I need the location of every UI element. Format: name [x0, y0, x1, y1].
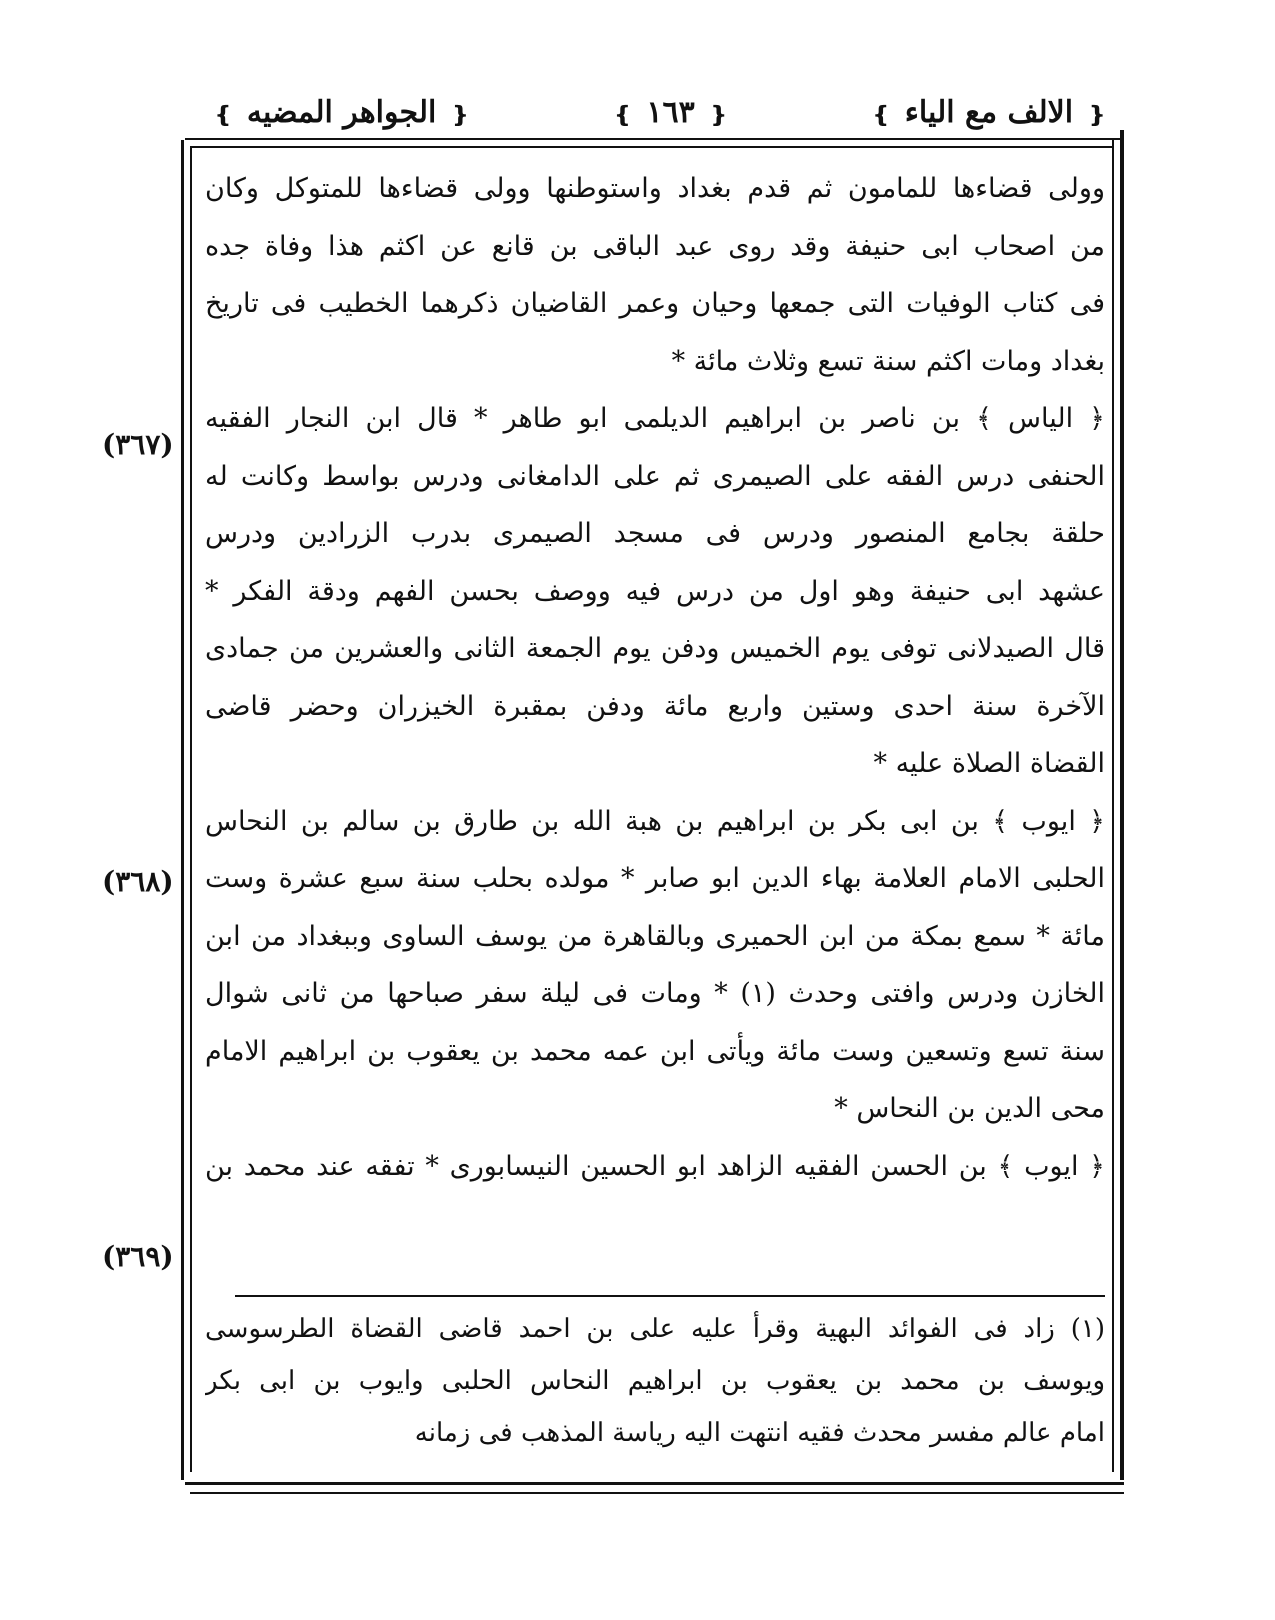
text-line: الخازن ودرس وافتى وحدث (١) * ومات فى ليلة سفر صباحها من ثانى شوال	[205, 978, 1105, 1009]
header-book-text: الجواهر المضيه	[246, 94, 437, 130]
footnote-line: (١) زاد فى الفوائد البهية وقرأ عليه على بن احمد قاضى القضاة الطرسوسى	[205, 1314, 1105, 1344]
frame-border-top-inner	[190, 146, 1114, 148]
frame-border-top	[185, 138, 1120, 140]
frame-border-bottom-inner	[190, 1492, 1124, 1494]
footnote-separator	[235, 1295, 1105, 1297]
text-line: قال الصيدلانى توفى يوم الخميس ودفن يوم الجمعة الثانى والعشرين من جمادى	[205, 633, 1105, 664]
text-line: من اصحاب ابى حنيفة وقد روى عبد الباقى بن قانع عن اكثم هذا وفاة جده	[205, 230, 1105, 262]
text-line: الحنفى درس الفقه على الصيمرى ثم على الدامغانى ودرس بواسط وكانت له	[205, 460, 1105, 492]
entry-number-368: (٣٦٨)	[102, 865, 174, 898]
frame-border-left-inner	[190, 148, 192, 1472]
frame-border-bottom	[185, 1482, 1124, 1485]
text-line: القضاة الصلاة عليه *	[873, 748, 1105, 779]
entry-heading-line: ﴿ الياس ﴾ بن ناصر بن ابراهيم الديلمى ابو طاهر * قال ابن النجار الفقيه	[205, 403, 1105, 434]
frame-border-left	[181, 140, 184, 1480]
text-line: وولى قضاءها للمامون ثم قدم بغداد واستوطنها وولى قضاءها للمتوكل وكان	[205, 173, 1105, 204]
frame-border-right-inner	[1112, 138, 1114, 1472]
text-line: سنة تسع وتسعين وست مائة ويأتى ابن عمه محمد بن يعقوب بن ابراهيم الامام	[205, 1035, 1105, 1067]
footnote-line: امام عالم مفسر محدث فقيه انتهت اليه رياسة المذهب فى زمانه	[414, 1418, 1105, 1448]
ornament-open-icon: ❴	[1087, 101, 1106, 128]
footnote-line: ويوسف بن محمد بن يعقوب بن ابراهيم النحاس الحلبى وايوب بن ابى بكر	[205, 1366, 1105, 1396]
text-line: مائة * سمع بمكة من ابن الحميرى وبالقاهرة من يوسف الساوى وببغداد من ابن	[205, 920, 1105, 952]
ornament-close-icon: ❵	[214, 101, 233, 128]
text-line: عشهد ابى حنيفة وهو اول من درس فيه ووصف بحسن الفهم ودقة الفكر *	[205, 575, 1105, 607]
text-line: محى الدين بن النحاس *	[834, 1093, 1105, 1124]
text-line: الحلبى الامام العلامة بهاء الدين ابو صابر * مولده بحلب سنة سبع عشرة وست	[205, 863, 1105, 894]
entry-heading-line: ﴿ ايوب ﴾ بن الحسن الفقيه الزاهد ابو الحسين النيسابورى * تفقه عند محمد بن	[205, 1150, 1105, 1182]
frame-border-right	[1120, 130, 1124, 1480]
entry-heading-line: ﴿ ايوب ﴾ بن ابى بكر بن ابراهيم بن هبة الله بن طارق بن سالم بن النحاس	[205, 805, 1105, 837]
header-section-text: الالف مع الياء	[904, 94, 1074, 130]
footnotes	[205, 1303, 1105, 1459]
ornament-close-icon: ❵	[613, 101, 632, 128]
text-line: حلقة بجامع المنصور ودرس فى مسجد الصيمرى بدرب الزرادين ودرس	[205, 518, 1105, 549]
text-line: فى كتاب الوفيات التى جمعها وحيان وعمر القاضيان ذكرهما الخطيب فى تاريخ	[205, 288, 1105, 319]
ornament-open-icon: ❴	[450, 101, 470, 128]
header-section-title	[868, 95, 1110, 130]
page-number-text: ١٦٣	[646, 94, 695, 130]
entry-number-369: (٣٦٩)	[102, 1240, 174, 1273]
text-line: الآخرة سنة احدى وستين واربع مائة ودفن بمقبرة الخيزران وحضر قاضى	[205, 690, 1105, 722]
header-book-title	[210, 95, 473, 130]
ornament-close-icon: ❵	[871, 101, 891, 128]
main-text	[205, 160, 1105, 1195]
entry-number-367: (٣٦٧)	[102, 428, 174, 461]
ornament-open-icon: ❴	[709, 101, 728, 128]
text-line: بغداد ومات اكثم سنة تسع وثلاث مائة *	[671, 345, 1105, 377]
page-header	[210, 88, 1110, 136]
page-number	[610, 95, 732, 130]
